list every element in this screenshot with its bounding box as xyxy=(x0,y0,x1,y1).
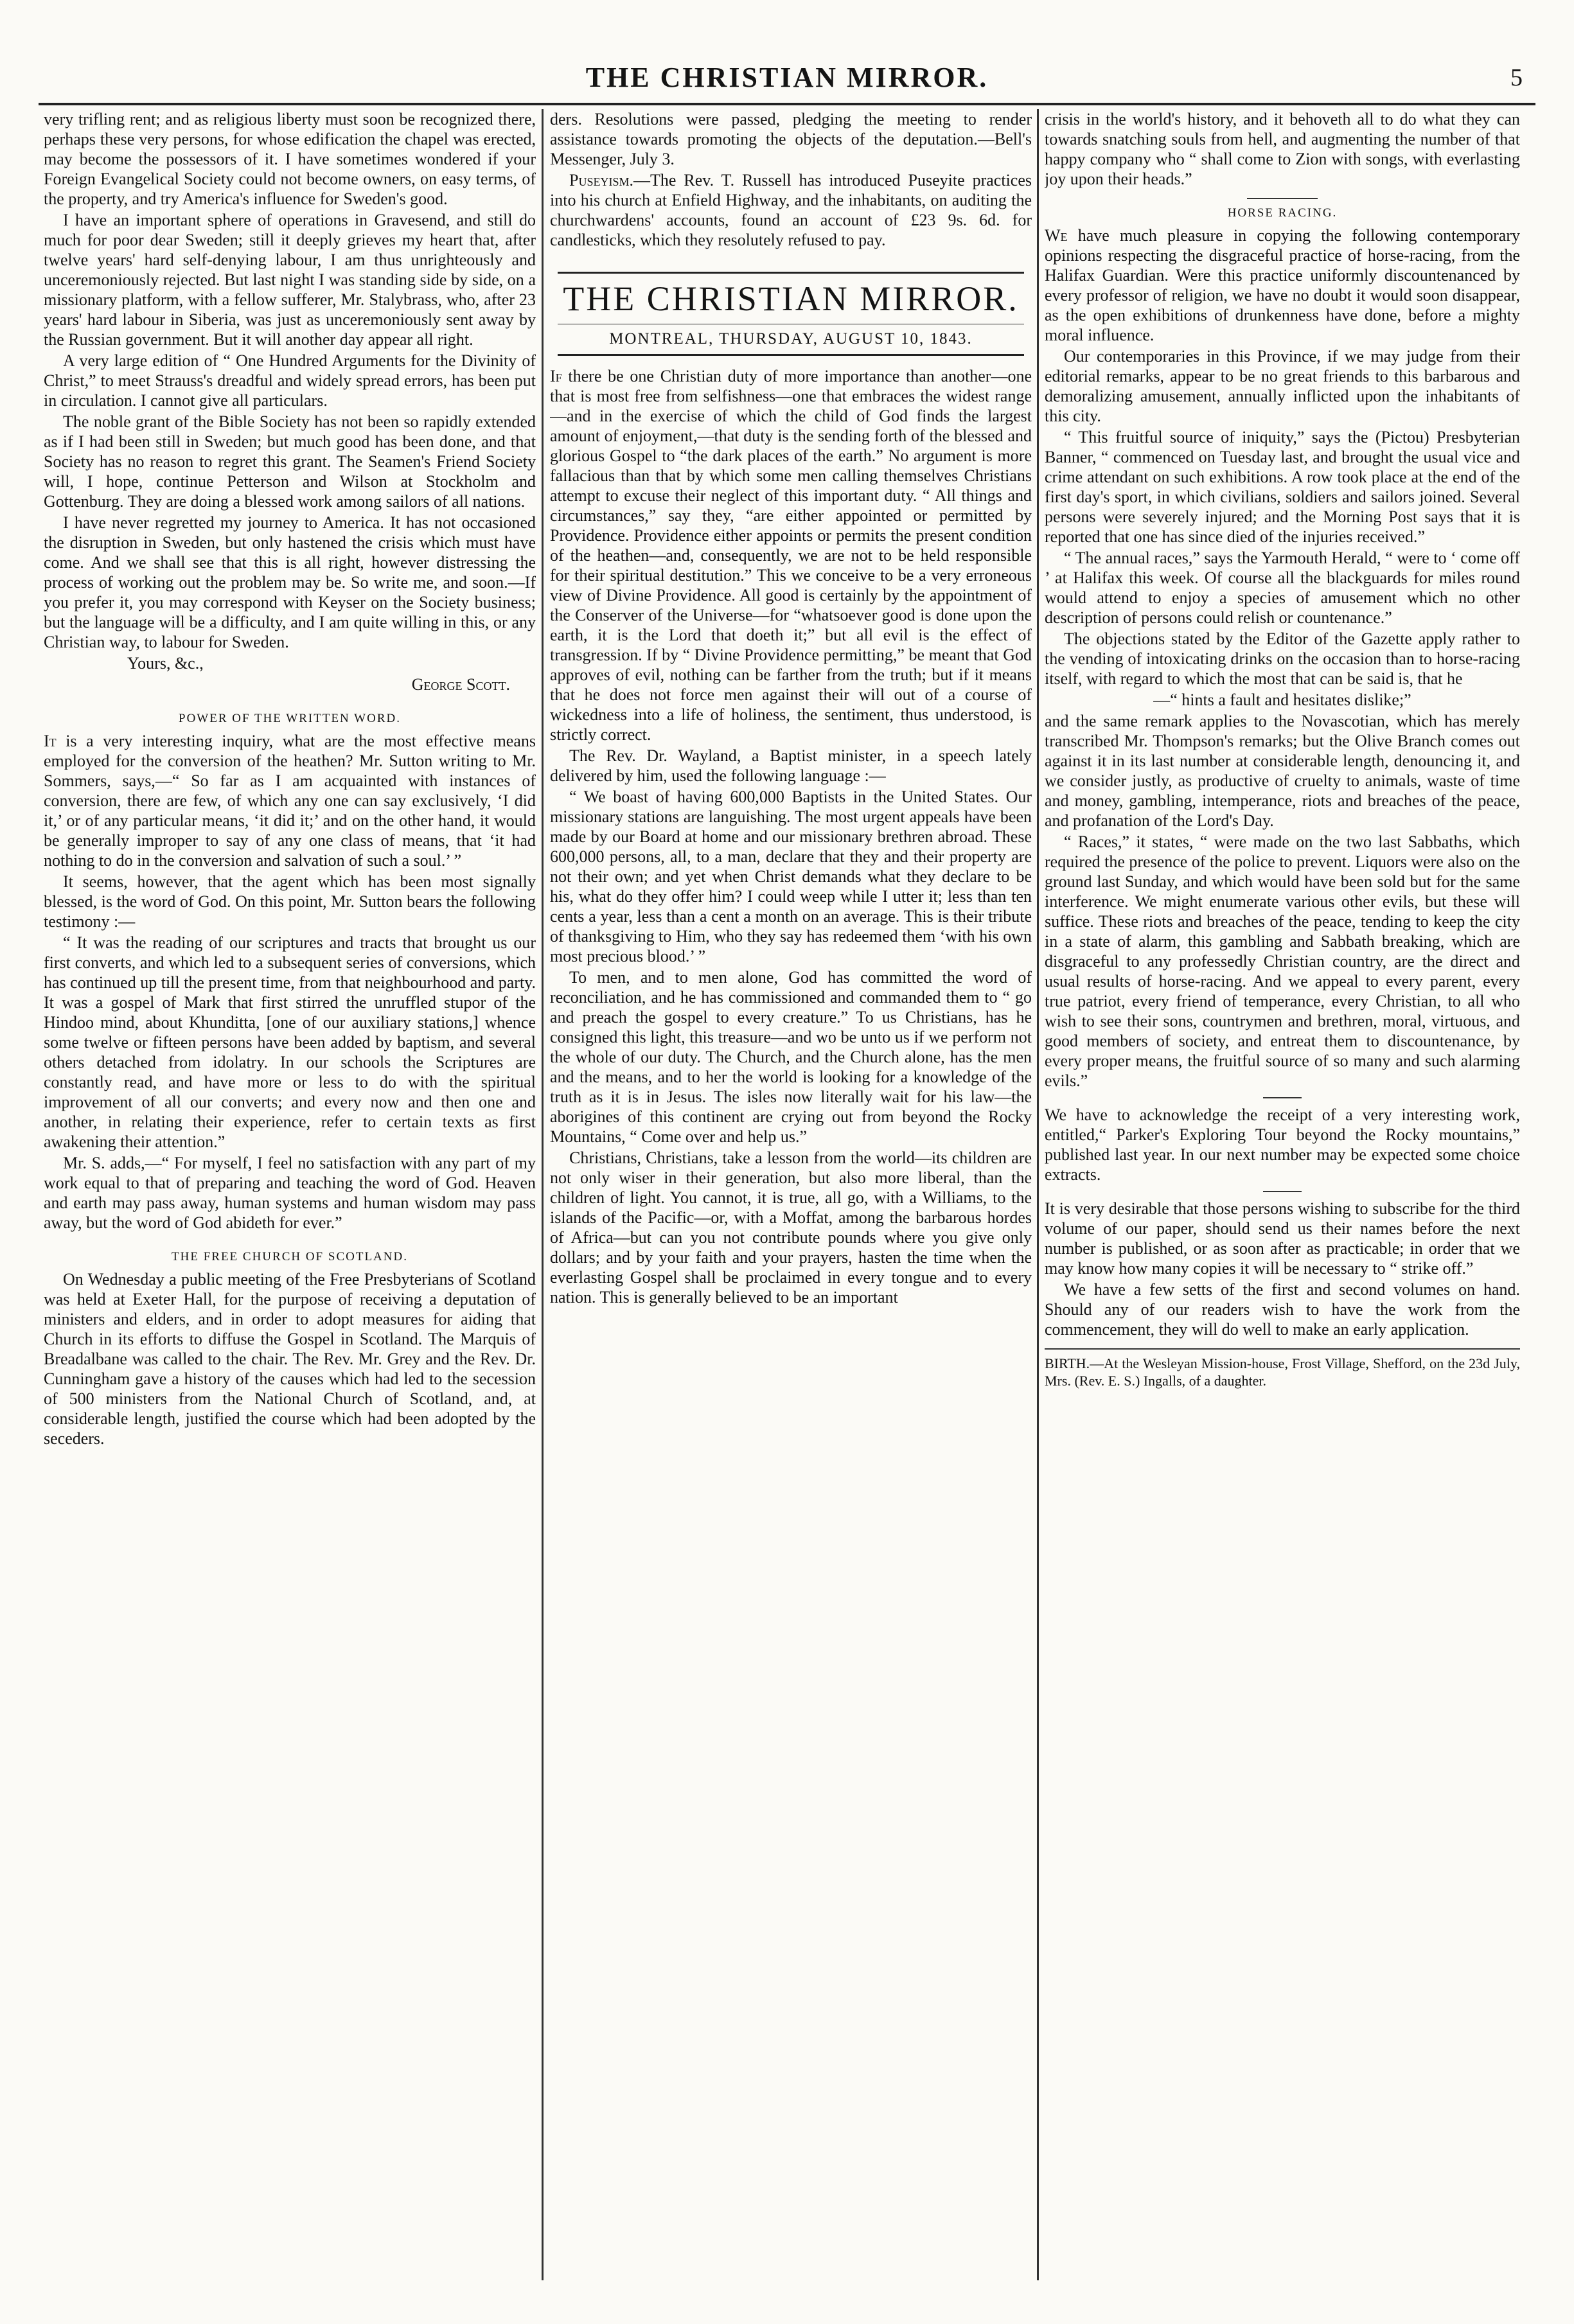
editorial-paragraph: Christians, Christians, take a lesson from the world—its children are not only wiser in their generation, but also more liberal, than the children of light. You cannot, it is true, all go, with a Williams, to the islands of the Pacific—or, with a Moffat, among the barbarous hordes of Africa—but can you not contribute pounds where you give only dollars; and by your faith and your prayers, hasten the time when the everlasting Gospel shall be proclaimed in every tongue and to every nation. This is generally believed to be an important xyxy=(550,1149,1032,1307)
paragraph-text: there be one Christian duty of more importance than another—one that is most free from selfishness—one that embraces the widest range—and in the exercise of which the child of God finds the largest amount of enjoyment,—that duty is the sending forth of the blessed and glorious Gospel to “the dark places of the earth.” No argument is more fallacious than that by which some men calling themselves Christians attempt to excuse their neglect of this important duty. “ All things and circumstances,” say they, “are either appointed or permitted by Providence. Providence either appoints or permits the present condition of the heathen—and, consequently, we are not to be held responsible for their spiritual destitution.” This we conceive to be a very erroneous view of Divine Providence. All good is certainly by the appointment of the Conserver of the Universe—for “whatsoever good is done upon the earth, it is the Lord that doeth it;” but all evil is the effect of transgression. If by “ Divine Providence permitting,” be meant that God approves of evil, nothing can be farther from the truth; but if it means that he does not force men against their will out of a course of wickedness into a life of holiness, the sentiment, thus understood, is strictly correct. xyxy=(550,367,1032,744)
notice-subscribe: It is very desirable that those persons wishing to subscribe for the third volume of our paper, should send us their names before the next number is published, or as soon after as practicable; in order that we may know how many copies it will be necessary to “ strike off.” xyxy=(1045,1199,1520,1278)
masthead-dateline: MONTREAL, THURSDAY, AUGUST 10, 1843. xyxy=(609,330,973,348)
article-paragraph: Our contemporaries in this Province, if we may judge from their editorial remarks, appear to be no great friends to this barbarous and demoralizing amusement, annually inflicted upon the inhabitants of this city. xyxy=(1045,347,1520,425)
masthead-rule xyxy=(558,272,1024,274)
column-1 xyxy=(44,109,536,2293)
column-rule-2 xyxy=(1037,109,1039,2280)
article-paragraph xyxy=(1045,225,1520,345)
article-paragraph: Mr. S. adds,—“ For myself, I feel no satisfaction with any part of my work equal to that of preparing and teaching the word of God. Heaven and earth may pass away, human systems and human wisdom may pass away, but the word of God abideth for ever.” xyxy=(44,1154,536,1232)
article-quote: “ Races,” it states, “ were made on the two last Sabbaths, which required the presence of the police to prevent. Liquors were also on the ground last Sunday, and which would have been sold but for the same interference. We might enumerate various other evils, but these will suffice. These riots and breaches of the peace, tending to keep the city in a state of alarm, this gambling and Sabbath breaking, which are disgraceful to any professedly Christian country, are the direct and usual results of horse-racing. And we appeal to every parent, every true patriot, every friend of temperance, every Christian, to all who wish to see their sons, countrymen and brethren, moral, virtuous, and good members of society, and entreat them to discountenance, by every proper means, the fruitful source of so many and such alarming evils.” xyxy=(1045,832,1520,1090)
editorial-paragraph: To men, and to men alone, God has committed the word of reconciliation, and he has commissioned and commanded them to “ go and preach the gospel to every creature.” To us Christians, has he consigned this light, this treasure—and wo be unto us if we perform not the whole of our duty. The Church, and the Church alone, has the men and the means, and to her the world is looking for a knowledge of the truth as it is in Jesus. The isles now literally wait for his law—the aborigines of this continent are crying out from beyond the Rocky Mountains, “ Come over and help us.” xyxy=(550,968,1032,1146)
verse-quote: —“ hints a fault and hesitates dislike;” xyxy=(1153,691,1411,709)
section-heading-free-church: THE FREE CHURCH OF SCOTLAND. xyxy=(172,1250,408,1263)
column-3 xyxy=(1045,109,1520,2293)
lead-word: Puseyism. xyxy=(569,171,633,189)
birth-rule xyxy=(1045,1348,1520,1350)
lead-word: It xyxy=(44,732,57,750)
section-rule xyxy=(1247,198,1318,199)
column-rule-1 xyxy=(542,109,544,2280)
notice-back-volumes: We have a few setts of the first and second volumes on hand. Should any of our readers wish to have the work from the commencement, they will do well to make an early application. xyxy=(1045,1280,1520,1339)
article-paragraph xyxy=(44,731,536,870)
lead-word: If xyxy=(550,367,562,385)
running-head xyxy=(39,61,1535,100)
section-heading-horse-racing: HORSE RACING. xyxy=(1227,206,1338,220)
article-paragraph: It seems, however, that the agent which has been most signally blessed, is the word of God. On this point, Mr. Sutton bears the following testimony :— xyxy=(44,872,536,931)
running-title: THE CHRISTIAN MIRROR. xyxy=(585,62,989,93)
article-quote: “ The annual races,” says the Yarmouth Herald, “ were to ‘ come off ’ at Halifax this week. Of course all the blackguards for miles round would attend to enjoy a species of amusement which no other description of persons could relish or countenance.” xyxy=(1045,549,1520,627)
column-2 xyxy=(550,109,1032,2293)
editorial-paragraph: The Rev. Dr. Wayland, a Baptist minister, in a speech lately delivered by him, used the following language :— xyxy=(550,746,1032,785)
article-paragraph: and the same remark applies to the Novascotian, which has merely transcribed Mr. Thompson's remarks; but the Olive Branch comes out against it in its last number at considerable length, denouncing it, and we consider justly, as productive of cruelty to animals, waste of time and money, gambling, intemperance, riots and breaches of the peace, and profanation of the Lord's Day. xyxy=(1045,712,1520,830)
article-paragraph: The objections stated by the Editor of the Gazette apply rather to the vending of intoxicating drinks on the occasion than to horse-racing itself, with regard to which the most that can be said is, that he xyxy=(1045,629,1520,688)
letter-paragraph: I have never regretted my journey to America. It has not occasioned the disruption in Sweden, but only hastened the crisis which must have come. And we shall see that this is all right, however distressing the process of working out the problem may be. So write me, and soon.—If you prefer it, you may correspond with Keyser on the Society business; but the language will be a difficulty, and I am quite willing in this, or any Christian way, to labour for Sweden. xyxy=(44,513,536,651)
notice-parkers-tour: We have to acknowledge the receipt of a very interesting work, entitled,“ Parker's Exploring Tour beyond the Rocky mountains,” published last year. In our next number may be expected some choice extracts. xyxy=(1045,1105,1520,1184)
continued-paragraph: ders. Resolutions were passed, pledging the meeting to render assistance towards promoting the objects of the deputation.—Bell's Messenger, July 3. xyxy=(550,110,1032,168)
lead-word: We xyxy=(1045,226,1068,245)
masthead-title: THE CHRISTIAN MIRROR. xyxy=(563,279,1019,318)
notice-rule xyxy=(1263,1191,1302,1192)
article-quote: “ This fruitful source of iniquity,” says the (Pictou) Presbyterian Banner, “ commenced on Tuesday last, and brought the usual vice and crime attendant on such exhibitions. A row took place at the end of the first day's sport, in which civilians, soldiers and sailors joined. Several persons were severely injured; and the Morning Post says that it is reported that one has since died of the injuries received.” xyxy=(1045,428,1520,546)
page-number: 5 xyxy=(1510,64,1523,91)
paragraph-text: have much pleasure in copying the following contemporary opinions respecting the disgraceful practice of horse-racing, from the Halifax Guardian. Were this practice uniformly discountenanced by every professor of religion, we have no doubt it would soon disappear, as the open exhibitions of drunkenness have done, before a mighty moral influence. xyxy=(1045,226,1520,344)
editorial-quote: “ We boast of having 600,000 Baptists in the United States. Our missionary stations are languishing. The most urgent appeals have been made by our Board at home and our missionary brethren abroad. These 600,000 persons, all, to a man, declare that they and their property are not their own; and yet when Christ demands what they declare to be his, what do they offer him? I could weep while I utter it; less than ten cents a year, less than a cent a month on an average. This is their tribute of thanksgiving to Him, who they say has redeemed them ‘with his own most precious blood.’ ” xyxy=(550,788,1032,965)
editorial-paragraph xyxy=(550,366,1032,744)
article-paragraph: On Wednesday a public meeting of the Free Presbyterians of Scotland was held at Exeter Hall, for the purpose of receiving a deputation of ministers and elders, and in order to adopt measures for aiding that Church in its efforts to diffuse the Gospel in Scotland. The Marquis of Breadalbane was called to the chair. The Rev. Mr. Grey and the Rev. Dr. Cunningham gave a history of the causes which had led to the secession of 500 ministers from the National Church of Scotland, and, at considerable length, justified the course which had been adopted by the seceders. xyxy=(44,1270,536,1448)
letter-paragraph: very trifling rent; and as religious liberty must soon be recognized there, perhaps these very persons, for whose edification the chapel was erected, may become the possessors of it. I have sometimes wondered if your Foreign Evangelical Society could not become owners, on easy terms, of the property, and try America's influence for Sweden's good. xyxy=(44,110,536,208)
letter-paragraph: A very large edition of “ One Hundred Arguments for the Divinity of Christ,” to meet Strauss's dreadful and widely spread errors, has been put in circulation. I cannot give all particulars. xyxy=(44,351,536,410)
masthead-rule xyxy=(558,354,1024,356)
paragraph-text: is a very interesting inquiry, what are the most effective means employed for the conversion of the heathen? Mr. Sutton writing to Mr. Sommers, says,—“ So far as I am acquainted with instances of conversion, there are few, of which any one can say exclusively, ‘I did it,’ or of any particular means, ‘it did it;’ and on the other hand, it would be generally improper to say of any one class of means, that ‘it had nothing to do in the conversion and salvation of such a soul.’ ” xyxy=(44,732,536,870)
article-quote: “ It was the reading of our scriptures and tracts that brought us our first converts, and which led to a subsequent series of conversions, which has continued up till the present time, from that neighbourhood and party. It was a gospel of Mark that first stirred the unruffled stupor of the Hindoo mind, about Khunditta, [one of our auxiliary stations,] whence some twelve or fifteen persons have been added by baptism, and several others detached from idolatry. In our schools the Scriptures are constantly read, and have more or less to do with the spiritual improvement of all our converts; and every now and then one and another, in relating their experience, refer to certain texts as first awakening their attention.” xyxy=(44,933,536,1151)
puseyism-paragraph xyxy=(550,170,1032,250)
paragraph-text: —The Rev. T. Russell has introduced Puseyite practices into his church at Enfield Highway, and the inhabitants, on auditing the churchwardens' accounts, found an account of £23 9s. 6d. for candlesticks, which they resolutely refused to pay. xyxy=(550,171,1032,249)
letter-paragraph: I have an important sphere of operations in Gravesend, and still do much for poor dear Sweden; still it deeply grieves my heart that, after twelve years' hard self-denying labour, I am thus unrighteously and unceremoniously rejected. But last night I was standing side by side, on a missionary platform, with a fellow sufferer, Mr. Stalybrass, who, after 23 years' hard labour in Siberia, was just as unceremoniously sent away by the Russian government. But it will another day appear all right. xyxy=(44,211,536,349)
letter-closing: Yours, &c., xyxy=(127,654,204,673)
masthead xyxy=(550,272,1032,356)
birth-notice: BIRTH.—At the Wesleyan Mission-house, Frost Village, Shefford, on the 23d July, Mrs. (Rev. E. S.) Ingalls, of a daughter. xyxy=(1045,1355,1520,1389)
continued-paragraph: crisis in the world's history, and it behoveth all to do what they can towards snatching souls from hell, and augmenting the number of that happy company who “ shall come to Zion with songs, with everlasting joy upon their heads.” xyxy=(1045,110,1520,188)
notice-rule xyxy=(1263,1097,1302,1098)
letter-paragraph: The noble grant of the Bible Society has not been so rapidly extended as if I had been still in Sweden; but much good has been done, and that Society has no reason to regret this grant. The Seamen's Friend Society will, I hope, continue Petterson and Wilson at Stockholm and Gottenburg. They are doing a blessed work among sailors of all nations. xyxy=(44,412,536,511)
letter-signature: George Scott. xyxy=(411,675,510,694)
section-heading-power-of-written-word: POWER OF THE WRITTEN WORD. xyxy=(179,712,401,725)
header-rule xyxy=(39,103,1535,105)
